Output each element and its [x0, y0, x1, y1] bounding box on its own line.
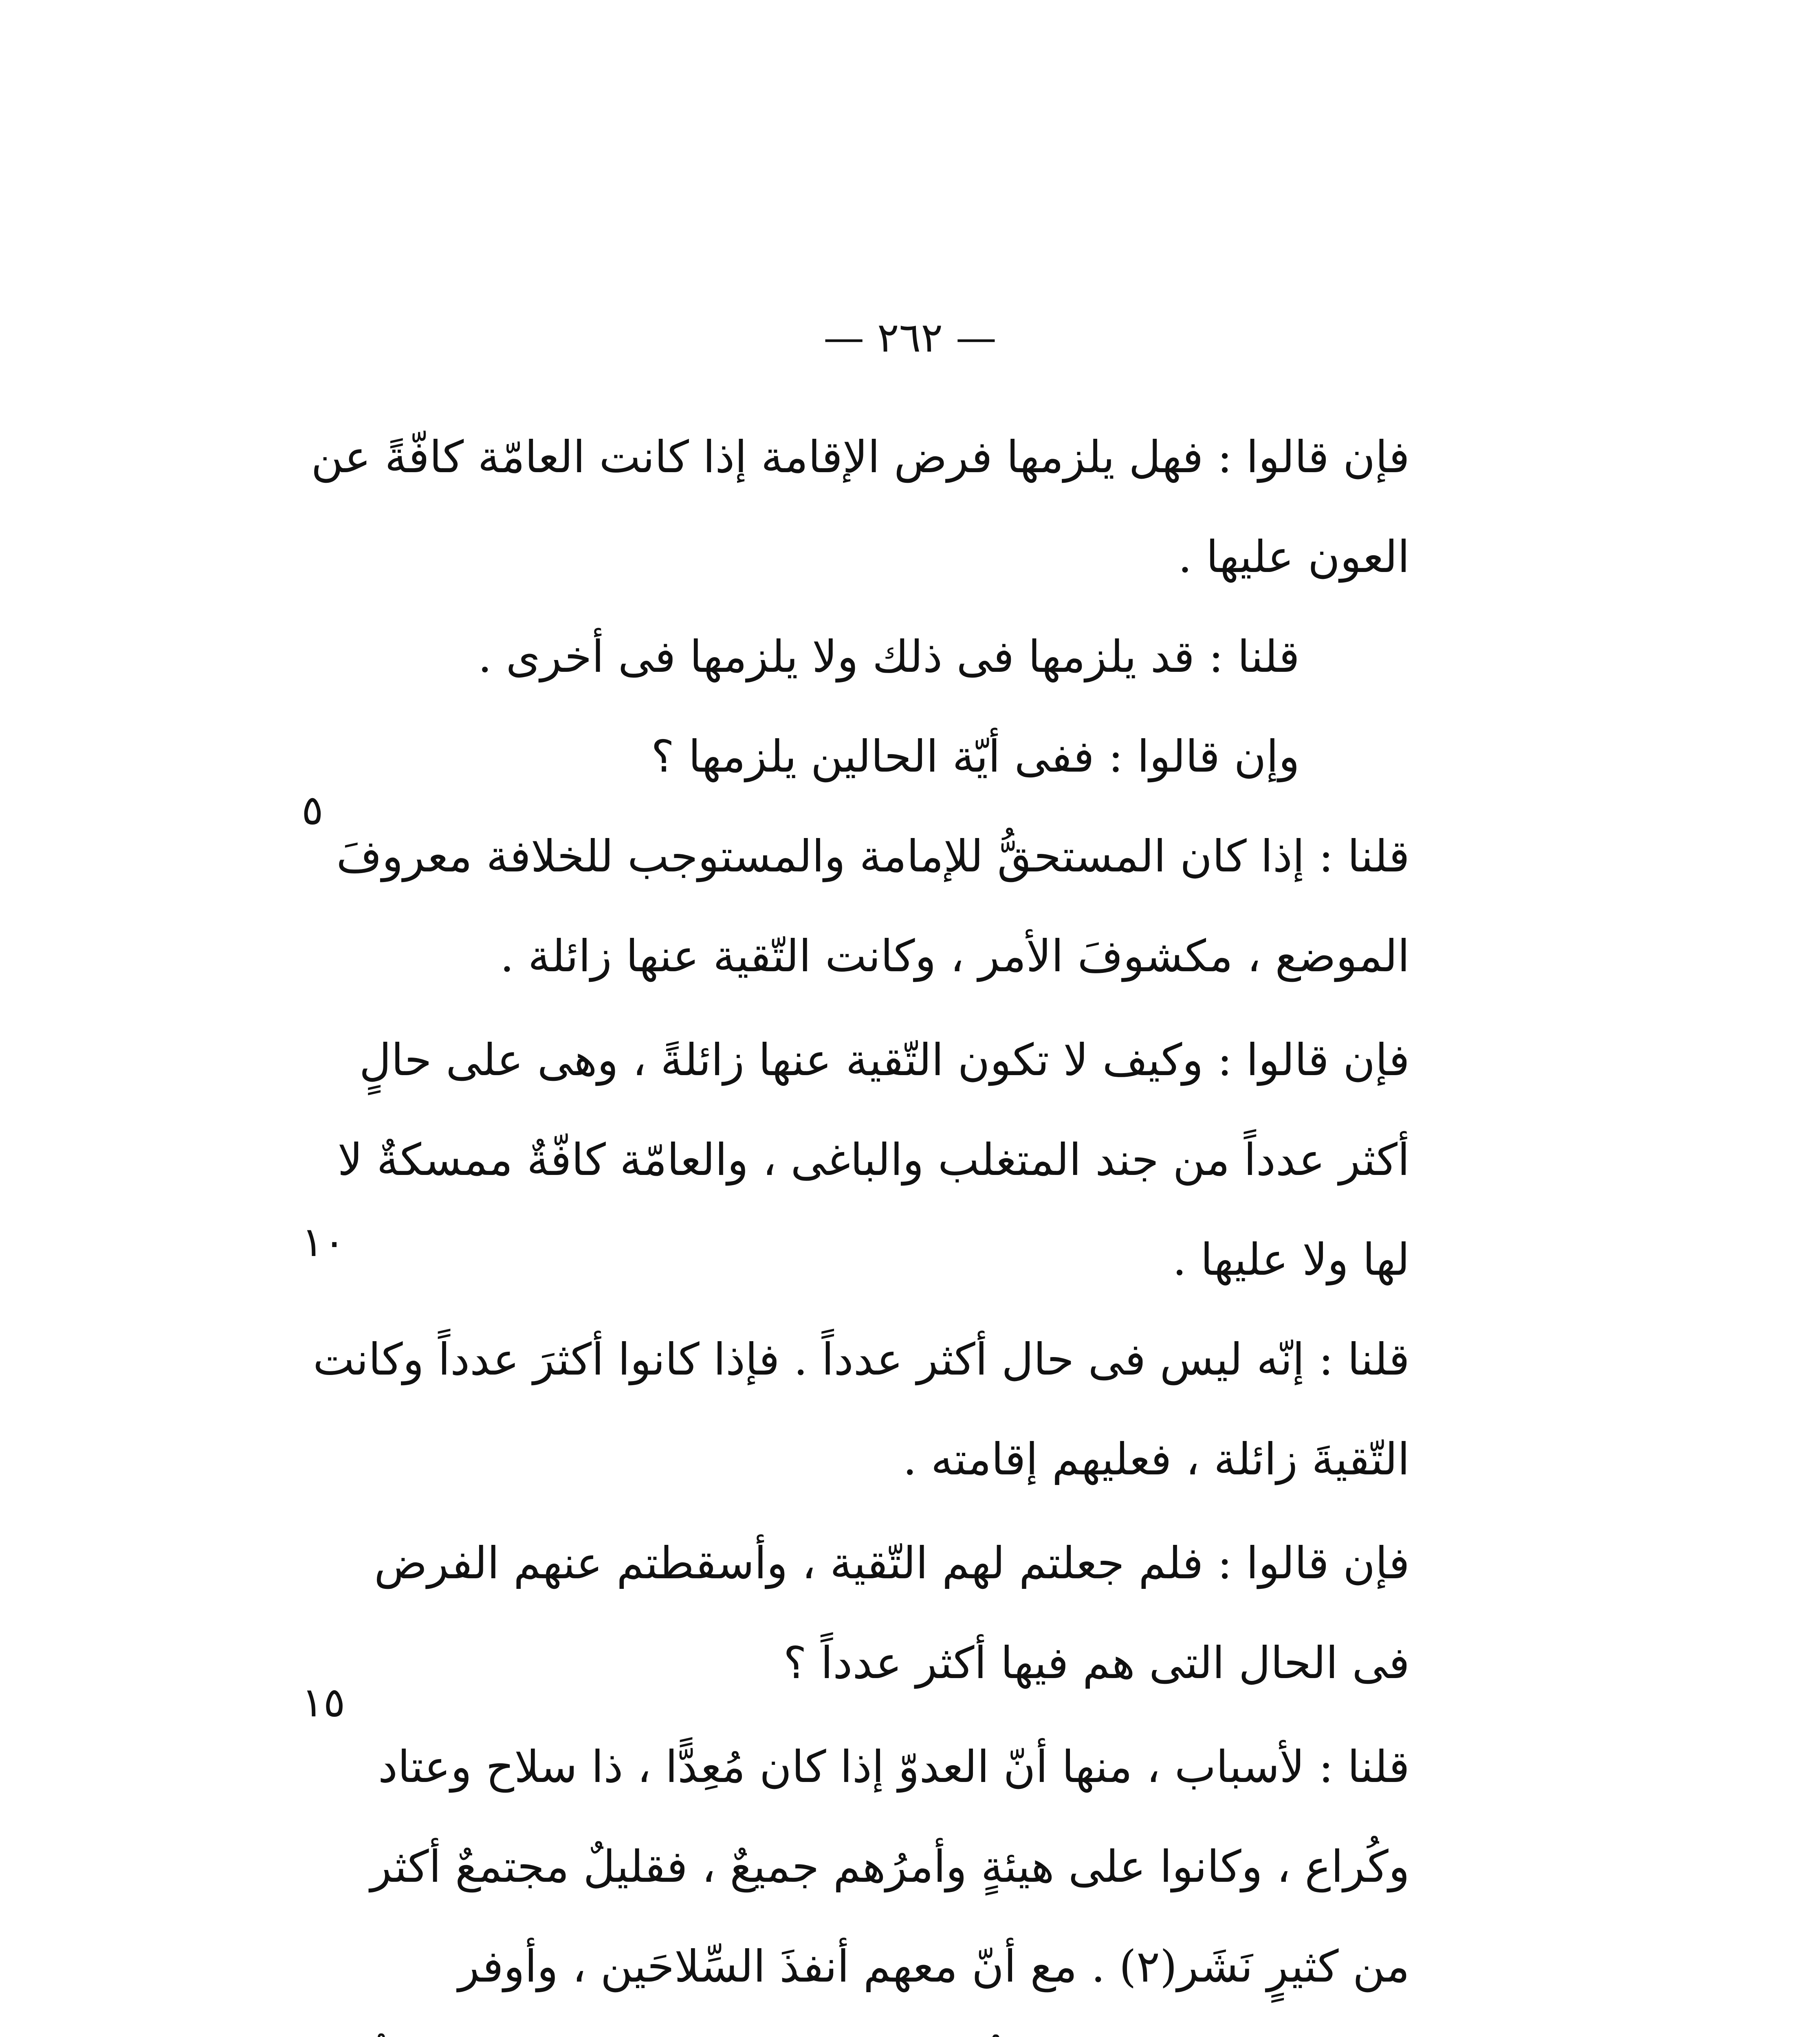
paragraph-3: وإن قالوا : ففى أيّة الحالين يلزمها ؟ — [651, 731, 1300, 782]
paragraph-6: قلنا : إنّه ليس فى حال أكثر عدداً . فإذا كانوا أكثرَ عدداً وكانت التّقيةَ زائلة ، فعليهم إقامته . — [313, 1334, 1410, 1485]
paragraph-1: فإن قالوا : فهل يلزمها فرض الإقامة إذا كانت العامّة كافّةً عن العون عليها . — [311, 432, 1410, 583]
line-number-5: ٥ — [301, 786, 324, 834]
main-text — [310, 407, 1410, 2037]
paragraph-2: قلنا : قد يلزمها فى ذلك ولا يلزمها فى أخرى . — [478, 631, 1300, 682]
line-number-15: ١٥ — [301, 1678, 346, 1726]
page-number: — ٢٦٢ — — [823, 314, 997, 361]
paragraph-7: فإن قالوا : فلم جعلتم لهم التّقية ، وأسقطتم عنهم الفرض فى الحال التى هم فيها أكثر عدداً ؟ — [374, 1538, 1410, 1689]
line-number-10: ١٠ — [301, 1218, 346, 1266]
paragraph-4: قلنا : إذا كان المستحقُّ للإمامة والمستوجب للخلافة معروفَ الموضع ، مكشوفَ الأمر ، وكانت التّقية عنها زائلة . — [336, 831, 1410, 982]
paragraph-5: فإن قالوا : وكيف لا تكون التّقية عنها زائلةً ، وهى على حالٍ أكثر عدداً من جند المتغلب والباغى ، والعامّة كافّةٌ ممسكةٌ لا لها ولا عليها . — [337, 1035, 1410, 1285]
paragraph-8: قلنا : لأسباب ، منها أنّ العدوّ إذا كان مُعِدًّا ، ذا سلاح وعتاد وكُراع ، وكانوا على هيئةٍ وأمرُهم جميعٌ ، فقليلٌ مجتمعٌ أكثر من كثيرٍ نَشَر(٢) . مع أنّ معهم أنفذَ السِّلاحَين ، وأوفر — [370, 1742, 1410, 1992]
